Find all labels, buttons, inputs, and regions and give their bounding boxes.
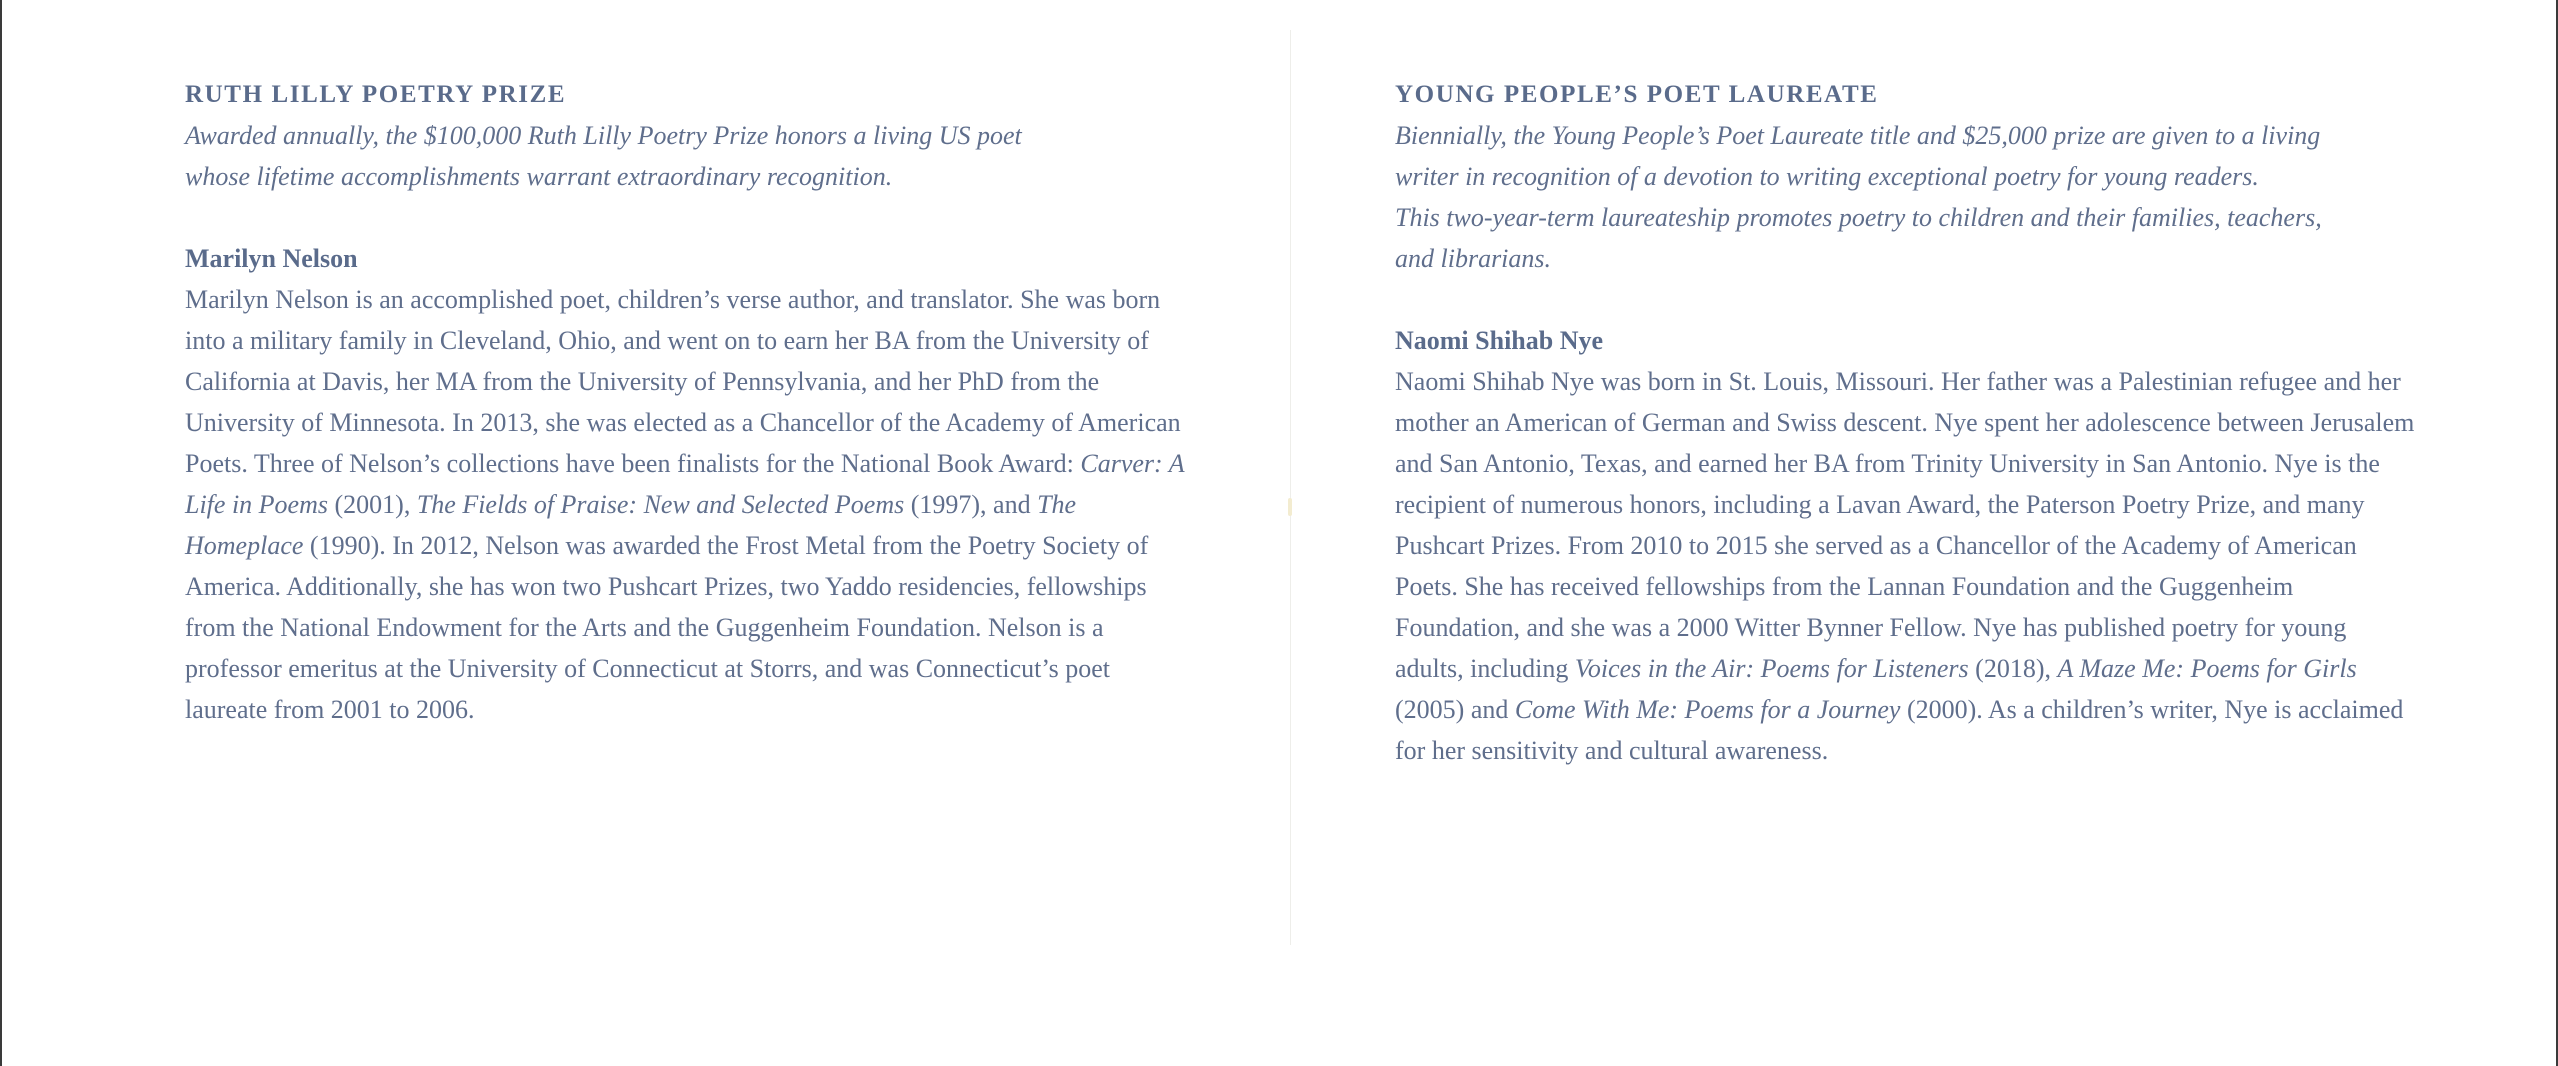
book-title: A Maze Me: Poems for Girls (2057, 654, 2357, 683)
winner-name: Naomi Shihab Nye (1395, 326, 1604, 355)
scan-edge-left (0, 0, 2, 1066)
fold-mark (1288, 498, 1292, 516)
book-title: The Fields of Praise: New and Selected Poems (416, 490, 905, 519)
bio-text: (1990). In 2012, Nelson was awarded the Frost Metal from the Poetry Society of America. Additionally, she has won two Pushcart Prizes, two Yaddo residencies, fellowships from the National Endowment for the Arts and the Guggenheim Foundation. Nelson is a professor emeritus at the University of Connecticut at Storrs, and was Connecticut’s poet laureate from 2001 to 2006. (185, 531, 1149, 724)
bio-text: (2018), (1968, 654, 2058, 683)
book-title: Voices in the Air: Poems for Listeners (1574, 654, 1969, 683)
bio-text: Naomi Shihab Nye was born in St. Louis, Missouri. Her father was a Palestinian refugee and her mother an American of German and Swiss descent. Nye spent her adolescence between Jerusalem and San Antonio, Texas, and earned her BA from Trinity University in San Antonio. Nye is the recipient of numerous honors, including a Lavan Award, the Paterson Poetry Prize, and many Pushcart Prizes. From 2010 to 2015 she served as a Chancellor of the Academy of American Poets. She has received fellowships from the Lannan Foundation and the Guggenheim Foundation, and she was a 2000 Witter Bynner Fellow. Nye has published poetry for young adults, including (1395, 367, 2415, 683)
winner-bio (185, 279, 1195, 730)
book-title: Carver: A Life in Poems (185, 449, 1185, 519)
prize-description: Biennially, the Young People’s Poet Laureate title and $25,000 prize are given to a living writer in recognition of a devotion to writing exceptional poetry for young readers. This two-year-term laureateship promotes poetry to children and their families, teachers, and librarians. (1395, 121, 2322, 273)
bio-text: (1997), and (904, 490, 1038, 519)
bio-text: (2000). As a children’s writer, Nye is acclaimed for her sensitivity and cultural awareness. (1395, 695, 2404, 765)
prize-description: Awarded annually, the $100,000 Ruth Lilly Poetry Prize honors a living US poet whose lifetime accomplishments warrant extraordinary recognition. (185, 121, 1022, 191)
ruth-lilly-prize-section (185, 74, 1195, 730)
bio-text: (2001), (328, 490, 417, 519)
section-heading: RUTH LILLY POETRY PRIZE (185, 81, 567, 108)
winner-bio (1395, 361, 2415, 771)
book-title: The Homeplace (185, 490, 1077, 560)
young-peoples-poet-laureate-section (1395, 74, 2415, 771)
section-heading: YOUNG PEOPLE’S POET LAUREATE (1395, 81, 1879, 108)
winner-name: Marilyn Nelson (185, 244, 358, 273)
book-title: Come With Me: Poems for a Journey (1514, 695, 1901, 724)
page-fold (1290, 30, 1291, 945)
bio-text: (2005) and (1395, 695, 1515, 724)
bio-text: Marilyn Nelson is an accomplished poet, children’s verse author, and translator. She was born into a military family in Cleveland, Ohio, and went on to earn her BA from the University of California at Davis, her MA from the University of Pennsylvania, and her PhD from the University of Minnesota. In 2013, she was elected as a Chancellor of the Academy of American Poets. Three of Nelson’s collections have been finalists for the National Book Award: (185, 285, 1181, 478)
